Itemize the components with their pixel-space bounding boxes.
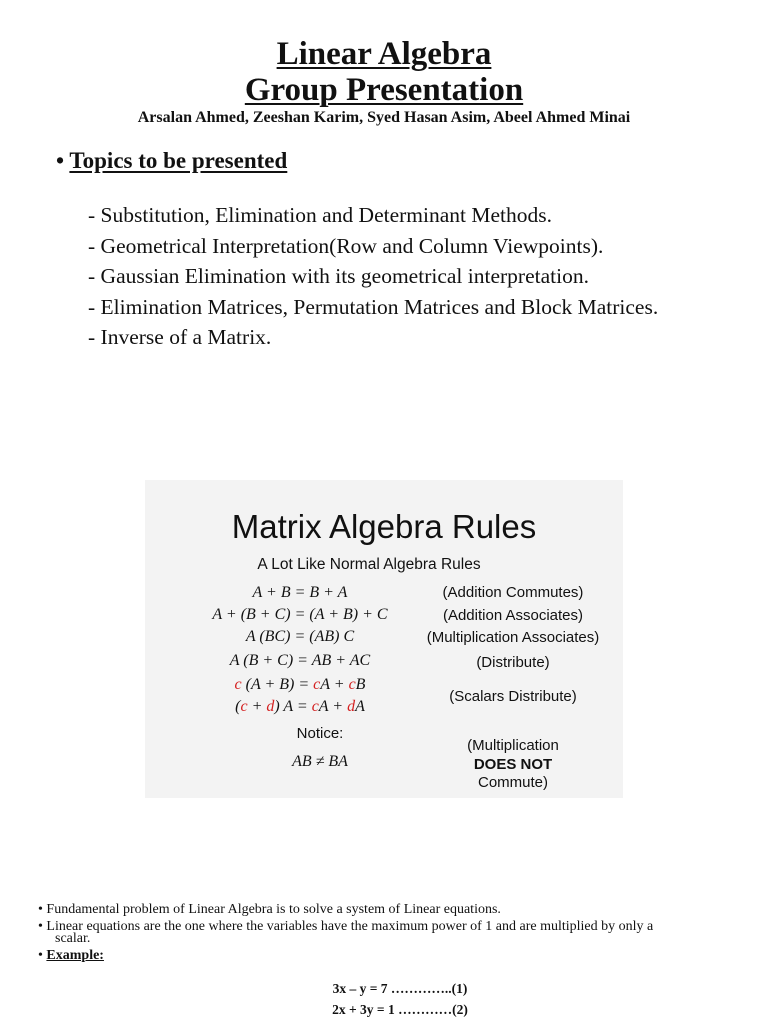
notice-equation: AB ≠ BA: [292, 753, 348, 770]
topics-heading: [56, 148, 287, 174]
scalar-symbol: c: [313, 676, 321, 693]
rule-equation: A (B + C) = AB + AC: [229, 652, 371, 669]
equation-2: 2x + 3y = 1 …………(2): [332, 1002, 468, 1017]
rule-note: (Multiplication Associates): [426, 629, 600, 646]
topic-item: - Gaussian Elimination with its geometrical interpretation.: [88, 261, 728, 292]
mult-note-line: (Multiplication: [467, 737, 559, 754]
figure-title: Matrix Algebra Rules: [231, 508, 537, 545]
topic-item: - Elimination Matrices, Permutation Matrices and Block Matrices.: [88, 292, 728, 323]
rule-note: (Addition Commutes): [442, 584, 584, 601]
rule-note: (Distribute): [476, 654, 550, 671]
intro-bullet: • Linear equations are the one where the variables have the maximum power of 1 and are multiplied by only a scalar.: [38, 921, 678, 946]
intro-bullets: [38, 904, 678, 966]
example-label: Example:: [46, 947, 104, 963]
scalar-symbol: c: [348, 676, 356, 693]
multiplication-note: [413, 737, 613, 793]
rule-equation-scalar: c (A + B) = cA + cB: [234, 676, 366, 693]
topic-item: - Geometrical Interpretation(Row and Column Viewpoints).: [88, 231, 728, 262]
bullet-icon: •: [56, 148, 65, 173]
topics-heading-label: Topics to be presented: [69, 148, 288, 173]
rule-note: (Scalars Distribute): [449, 688, 577, 705]
authors: Arsalan Ahmed, Zeeshan Karim, Syed Hasan Asim, Abeel Ahmed Minai: [137, 109, 631, 126]
figure-subtitle: A Lot Like Normal Algebra Rules: [257, 556, 481, 573]
topic-item: - Inverse of a Matrix.: [88, 322, 728, 353]
topics-list: [88, 200, 728, 353]
rule-equation: A + (B + C) = (A + B) + C: [212, 606, 388, 623]
page-title-line1: Linear Algebra: [276, 36, 492, 72]
equation-1: 3x – y = 7 …………..(1): [332, 981, 468, 996]
mult-note-line: Commute): [477, 774, 548, 791]
rule-equation: A + B = B + A: [252, 584, 348, 601]
scalar-symbol: d: [266, 698, 275, 715]
notice-label: Notice:: [296, 725, 344, 742]
intro-bullet-example: [38, 947, 678, 963]
page-title-line2: Group Presentation: [244, 72, 524, 108]
rule-equation-scalar: (c + d) A = cA + dA: [235, 698, 365, 715]
topic-item: - Substitution, Elimination and Determinant Methods.: [88, 200, 728, 231]
intro-bullet: • Fundamental problem of Linear Algebra is to solve a system of Linear equations.: [38, 904, 678, 917]
scalar-symbol: d: [347, 698, 356, 715]
rule-equation: A (BC) = (AB) C: [245, 628, 355, 645]
scalar-symbol: c: [311, 698, 319, 715]
scalar-symbol: c: [240, 698, 248, 715]
rule-note: (Addition Associates): [442, 607, 584, 624]
mult-note-emphasis: DOES NOT: [473, 755, 553, 773]
matrix-rules-figure: [145, 480, 623, 798]
scalar-symbol: c: [234, 676, 242, 693]
